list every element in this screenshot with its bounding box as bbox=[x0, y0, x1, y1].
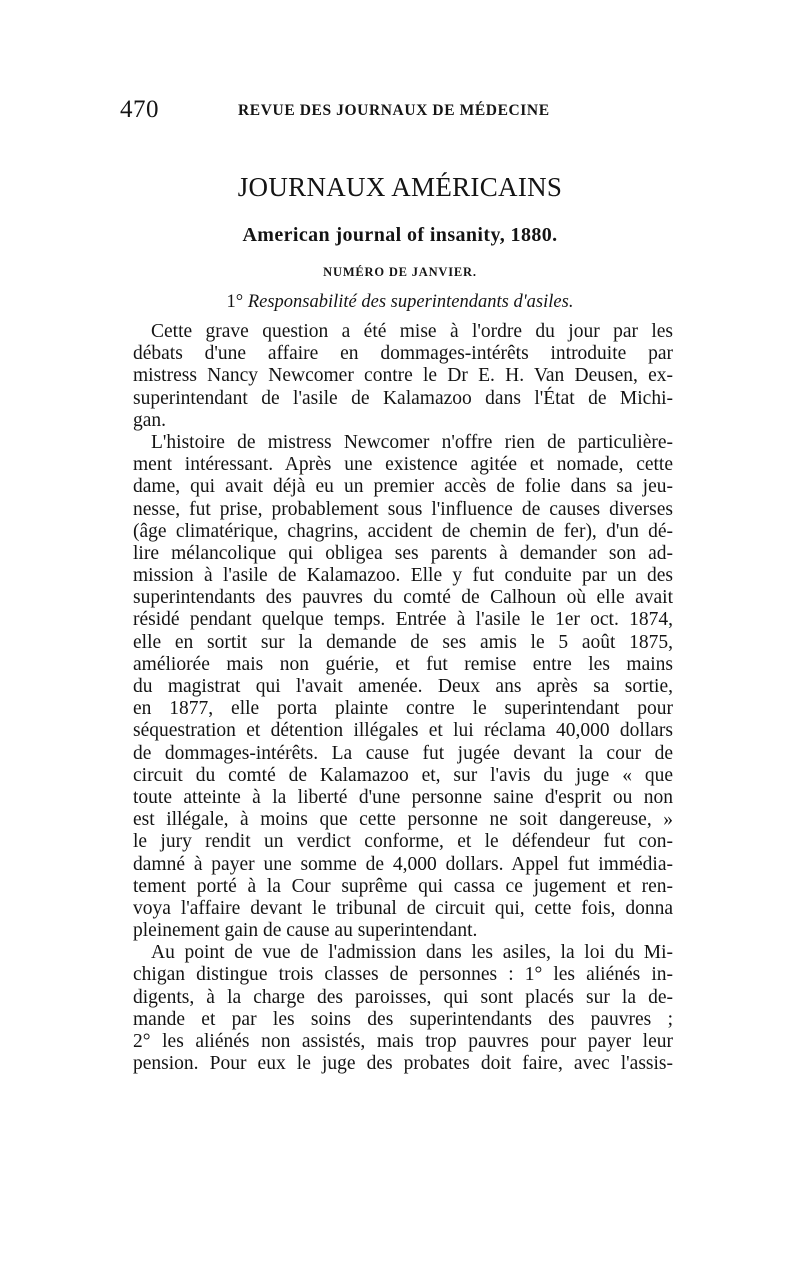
body-line: voya l'affaire devant le tribunal de circuit qui, cette fois, donna bbox=[133, 897, 673, 919]
body-line: elle en sortit sur la demande de ses amis le 5 août 1875, bbox=[133, 631, 673, 653]
body-line: pleinement gain de cause au superintendant. bbox=[133, 920, 478, 942]
body-line: L'histoire de mistress Newcomer n'offre rien de particulière- bbox=[151, 431, 673, 453]
article-title: Responsabilité des superintendants d'asiles. bbox=[247, 292, 574, 312]
body-line: pension. Pour eux le juge des probates doit faire, avec l'assis- bbox=[133, 1053, 673, 1075]
body-line: damné à payer une somme de 4,000 dollars. Appel fut immédia- bbox=[133, 853, 673, 875]
body-line: 2° les aliénés non assistés, mais trop pauvres pour payer leur bbox=[133, 1031, 673, 1052]
article-heading bbox=[0, 292, 800, 313]
running-head bbox=[120, 96, 680, 126]
body-line: le jury rendit un verdict conforme, et le défendeur fut con- bbox=[133, 831, 673, 853]
section-title: JOURNAUX AMÉRICAINS bbox=[237, 172, 563, 202]
body-line: lire mélancolique qui obligea ses parents à demander son ad- bbox=[133, 542, 673, 564]
article-number: 1° bbox=[226, 292, 248, 312]
body-line: séquestration et détention illégales et lui réclama 40,000 dollars bbox=[133, 720, 673, 742]
journal-header: REVUE DES JOURNAUX DE MÉDECINE bbox=[238, 102, 550, 119]
body-line: ment intéressant. Après une existence agitée et nomade, cette bbox=[133, 454, 673, 476]
body-line: du magistrat qui l'avait amenée. Deux ans après sa sortie, bbox=[133, 676, 673, 697]
body-line: mission à l'asile de Kalamazoo. Elle y fut conduite par un des bbox=[133, 565, 673, 587]
body-line: nesse, fut prise, probablement sous l'influence de causes diverses bbox=[133, 498, 673, 520]
body-line: résidé pendant quelque temps. Entrée à l'asile le 1er oct. 1874, bbox=[133, 609, 673, 631]
journal-title: American journal of insanity, 1880. bbox=[242, 224, 558, 246]
body-line: mande et par les soins des superintendants des pauvres ; bbox=[133, 1008, 673, 1030]
body-line: tement porté à la Cour suprême qui cassa ce jugement et ren- bbox=[133, 875, 673, 897]
body-line: digents, à la charge des paroisses, qui sont placés sur la de- bbox=[133, 986, 673, 1008]
body-line: Cette grave question a été mise à l'ordre du jour par les bbox=[151, 321, 673, 342]
body-line: mistress Nancy Newcomer contre le Dr E. H. Van Deusen, ex- bbox=[133, 365, 673, 387]
body-text bbox=[133, 321, 673, 1075]
body-line: en 1877, elle porta plainte contre le superintendant pour bbox=[133, 698, 673, 720]
body-line: de dommages-intérêts. La cause fut jugée devant la cour de bbox=[133, 742, 673, 764]
body-line: circuit du comté de Kalamazoo et, sur l'avis du juge « que bbox=[133, 764, 673, 786]
body-line: gan. bbox=[133, 409, 167, 431]
body-line: dame, qui avait déjà eu un premier accès de folie dans sa jeu- bbox=[133, 476, 673, 498]
page-number: 470 bbox=[120, 96, 159, 123]
body-line: superintendant de l'asile de Kalamazoo dans l'État de Michi- bbox=[133, 387, 673, 409]
body-line: débats d'une affaire en dommages-intérêts introduite par bbox=[133, 343, 673, 365]
body-line: est illégale, à moins que cette personne ne soit dangereuse, » bbox=[133, 809, 673, 831]
body-line: Au point de vue de l'admission dans les asiles, la loi du Mi- bbox=[151, 942, 673, 964]
issue-label: NUMÉRO DE JANVIER. bbox=[323, 265, 477, 279]
body-line: superintendants des pauvres du comté de Calhoun où elle avait bbox=[133, 587, 673, 609]
body-line: (âge climatérique, chagrins, accident de chemin de fer), d'un dé- bbox=[133, 520, 673, 542]
body-line: améliorée mais non guérie, et fut remise entre les mains bbox=[133, 653, 673, 675]
body-line: chigan distingue trois classes de personnes : 1° les aliénés in- bbox=[133, 964, 673, 986]
body-line: toute atteinte à la liberté d'une personne saine d'esprit ou non bbox=[133, 786, 673, 808]
